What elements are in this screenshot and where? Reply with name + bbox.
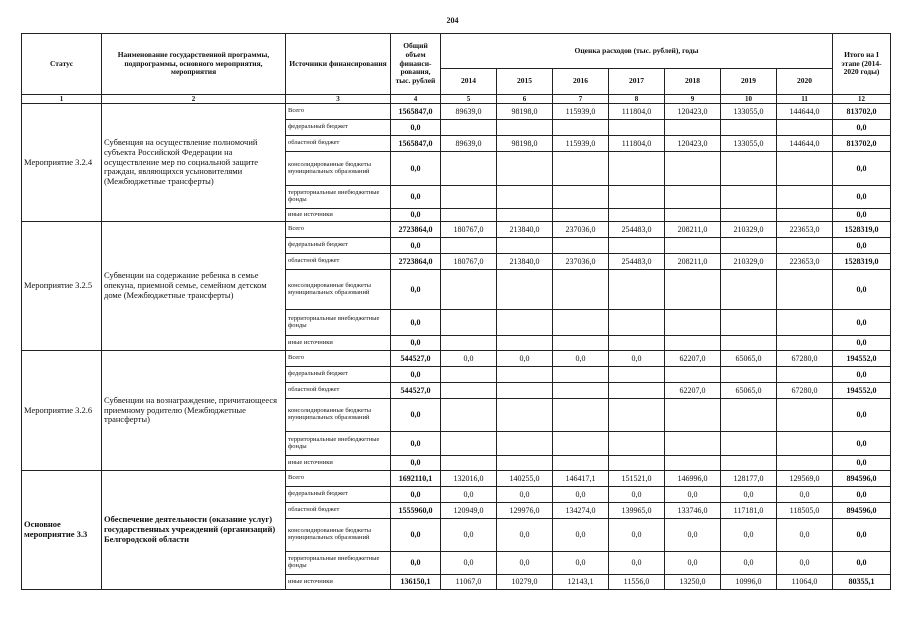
year-value-cell: 0,0 — [609, 351, 665, 367]
year-value-cell — [553, 456, 609, 471]
year-value-cell — [441, 399, 497, 432]
stage-total-cell: 0,0 — [833, 552, 891, 575]
year-value-cell: 67280,0 — [777, 351, 833, 367]
year-value-cell — [609, 383, 665, 399]
header-stage-total: Итого на I этапе (2014-2020 годы) — [833, 34, 891, 95]
year-value-cell — [553, 399, 609, 432]
year-value-cell: 210329,0 — [721, 254, 777, 270]
year-value-cell: 10996,0 — [721, 575, 777, 590]
year-value-cell: 118505,0 — [777, 503, 833, 519]
year-value-cell — [721, 152, 777, 186]
row-status: Мероприятие 3.2.4 — [22, 104, 102, 222]
year-value-cell — [497, 456, 553, 471]
year-value-cell: 120423,0 — [665, 104, 721, 120]
funding-source: консолидированные бюджеты муниципальных образований — [286, 399, 391, 432]
year-value-cell: 223653,0 — [777, 254, 833, 270]
year-value-cell: 213840,0 — [497, 222, 553, 238]
year-value-cell — [777, 270, 833, 310]
stage-total-cell: 894596,0 — [833, 471, 891, 487]
year-value-cell: 0,0 — [777, 552, 833, 575]
year-value-cell — [609, 186, 665, 209]
year-value-cell: 0,0 — [553, 351, 609, 367]
total-volume-cell: 136150,1 — [391, 575, 441, 590]
year-value-cell — [553, 209, 609, 222]
year-value-cell: 0,0 — [665, 519, 721, 552]
funding-source: федеральный бюджет — [286, 487, 391, 503]
column-index: 7 — [553, 95, 609, 104]
year-value-cell: 120423,0 — [665, 136, 721, 152]
year-value-cell — [721, 120, 777, 136]
year-value-cell — [441, 270, 497, 310]
table-row — [22, 471, 891, 487]
table-row — [22, 351, 891, 367]
year-value-cell — [609, 367, 665, 383]
total-volume-cell: 0,0 — [391, 270, 441, 310]
year-value-cell — [553, 383, 609, 399]
year-value-cell: 134274,0 — [553, 503, 609, 519]
year-value-cell: 133055,0 — [721, 104, 777, 120]
row-program-name: Обеспечение деятельности (оказание услуг) государственных учреждений (организаций) Белгородской области — [102, 471, 286, 590]
funding-source: территориальные внебюджетные фонды — [286, 186, 391, 209]
column-index: 10 — [721, 95, 777, 104]
year-value-cell: 98198,0 — [497, 104, 553, 120]
year-value-cell: 128177,0 — [721, 471, 777, 487]
year-value-cell: 115939,0 — [553, 104, 609, 120]
total-volume-cell: 0,0 — [391, 399, 441, 432]
year-value-cell: 0,0 — [441, 351, 497, 367]
year-value-cell — [665, 456, 721, 471]
stage-total-cell: 194552,0 — [833, 383, 891, 399]
year-value-cell: 11067,0 — [441, 575, 497, 590]
funding-source: Всего — [286, 471, 391, 487]
year-value-cell — [497, 336, 553, 351]
column-index: 3 — [286, 95, 391, 104]
year-value-cell — [721, 432, 777, 456]
funding-source: областной бюджет — [286, 254, 391, 270]
year-value-cell: 0,0 — [553, 519, 609, 552]
year-value-cell: 89639,0 — [441, 104, 497, 120]
year-value-cell — [441, 432, 497, 456]
year-value-cell: 0,0 — [497, 552, 553, 575]
row-status: Основное мероприятие 3.3 — [22, 471, 102, 590]
year-value-cell — [497, 186, 553, 209]
header-estimate: Оценка расходов (тыс. рублей), годы — [441, 34, 833, 69]
year-value-cell — [553, 186, 609, 209]
year-value-cell — [497, 270, 553, 310]
year-value-cell: 0,0 — [497, 519, 553, 552]
year-value-cell: 0,0 — [665, 487, 721, 503]
year-value-cell: 237036,0 — [553, 254, 609, 270]
stage-total-cell: 194552,0 — [833, 351, 891, 367]
year-value-cell — [553, 152, 609, 186]
year-value-cell — [441, 152, 497, 186]
column-index: 9 — [665, 95, 721, 104]
year-value-cell — [441, 336, 497, 351]
year-value-cell — [441, 456, 497, 471]
header-year: 2015 — [497, 69, 553, 95]
total-volume-cell: 0,0 — [391, 432, 441, 456]
year-value-cell: 67280,0 — [777, 383, 833, 399]
header-year: 2014 — [441, 69, 497, 95]
year-value-cell: 144644,0 — [777, 136, 833, 152]
year-value-cell: 98198,0 — [497, 136, 553, 152]
year-value-cell — [777, 310, 833, 336]
year-value-cell: 111804,0 — [609, 136, 665, 152]
year-value-cell — [441, 209, 497, 222]
stage-total-cell: 894596,0 — [833, 503, 891, 519]
stage-total-cell: 813702,0 — [833, 136, 891, 152]
table-row — [22, 222, 891, 238]
year-value-cell: 129976,0 — [497, 503, 553, 519]
budget-table — [21, 33, 891, 590]
year-value-cell — [441, 120, 497, 136]
column-index: 8 — [609, 95, 665, 104]
year-value-cell: 254483,0 — [609, 254, 665, 270]
column-index: 5 — [441, 95, 497, 104]
funding-source: федеральный бюджет — [286, 238, 391, 254]
year-value-cell — [609, 456, 665, 471]
funding-source: иные источники — [286, 209, 391, 222]
stage-total-cell: 0,0 — [833, 487, 891, 503]
stage-total-cell: 0,0 — [833, 186, 891, 209]
year-value-cell — [665, 310, 721, 336]
stage-total-cell: 1528319,0 — [833, 254, 891, 270]
row-program-name: Субвенции на вознаграждение, причитающееся приемному родителю (Межбюджетные трансферты) — [102, 351, 286, 471]
year-value-cell — [665, 152, 721, 186]
year-value-cell — [777, 456, 833, 471]
year-value-cell — [721, 310, 777, 336]
year-value-cell: 0,0 — [609, 552, 665, 575]
header-year: 2020 — [777, 69, 833, 95]
year-value-cell: 140255,0 — [497, 471, 553, 487]
year-value-cell — [721, 238, 777, 254]
stage-total-cell: 0,0 — [833, 152, 891, 186]
stage-total-cell: 0,0 — [833, 519, 891, 552]
year-value-cell — [777, 152, 833, 186]
year-value-cell: 151521,0 — [609, 471, 665, 487]
year-value-cell — [497, 367, 553, 383]
year-value-cell: 208211,0 — [665, 254, 721, 270]
year-value-cell — [721, 399, 777, 432]
year-value-cell: 0,0 — [553, 487, 609, 503]
stage-total-cell: 0,0 — [833, 456, 891, 471]
stage-total-cell: 0,0 — [833, 367, 891, 383]
funding-source: консолидированные бюджеты муниципальных образований — [286, 270, 391, 310]
header-year: 2017 — [609, 69, 665, 95]
year-value-cell: 111804,0 — [609, 104, 665, 120]
year-value-cell: 223653,0 — [777, 222, 833, 238]
year-value-cell — [497, 399, 553, 432]
year-value-cell — [665, 186, 721, 209]
funding-source: областной бюджет — [286, 383, 391, 399]
funding-source: Всего — [286, 351, 391, 367]
year-value-cell: 11556,0 — [609, 575, 665, 590]
year-value-cell — [721, 336, 777, 351]
year-value-cell — [665, 209, 721, 222]
year-value-cell: 62207,0 — [665, 383, 721, 399]
year-value-cell: 120949,0 — [441, 503, 497, 519]
total-volume-cell: 0,0 — [391, 367, 441, 383]
year-value-cell: 0,0 — [777, 519, 833, 552]
row-status: Мероприятие 3.2.6 — [22, 351, 102, 471]
stage-total-cell: 0,0 — [833, 432, 891, 456]
year-value-cell — [777, 120, 833, 136]
total-volume-cell: 2723864,0 — [391, 222, 441, 238]
year-value-cell — [497, 238, 553, 254]
funding-source: Всего — [286, 104, 391, 120]
year-value-cell — [665, 238, 721, 254]
stage-total-cell: 0,0 — [833, 270, 891, 310]
funding-source: территориальные внебюджетные фонды — [286, 432, 391, 456]
stage-total-cell: 813702,0 — [833, 104, 891, 120]
year-value-cell — [609, 209, 665, 222]
year-value-cell: 0,0 — [721, 519, 777, 552]
total-volume-cell: 0,0 — [391, 238, 441, 254]
funding-source: федеральный бюджет — [286, 120, 391, 136]
year-value-cell — [609, 336, 665, 351]
year-value-cell — [441, 367, 497, 383]
total-volume-cell: 0,0 — [391, 310, 441, 336]
stage-total-cell: 0,0 — [833, 399, 891, 432]
year-value-cell: 133055,0 — [721, 136, 777, 152]
year-value-cell: 0,0 — [721, 552, 777, 575]
column-index: 11 — [777, 95, 833, 104]
total-volume-cell: 544527,0 — [391, 383, 441, 399]
funding-source: областной бюджет — [286, 136, 391, 152]
year-value-cell: 210329,0 — [721, 222, 777, 238]
page-number: 204 — [446, 16, 459, 25]
year-value-cell — [497, 209, 553, 222]
year-value-cell: 139965,0 — [609, 503, 665, 519]
column-index: 2 — [102, 95, 286, 104]
row-program-name: Субвенции на содержание ребенка в семье опекуна, приемной семье, семейном детском доме (Межбюджетные трансферты) — [102, 222, 286, 351]
year-value-cell: 0,0 — [497, 351, 553, 367]
stage-total-cell: 1528319,0 — [833, 222, 891, 238]
year-value-cell — [777, 186, 833, 209]
year-value-cell — [665, 367, 721, 383]
year-value-cell: 13250,0 — [665, 575, 721, 590]
year-value-cell — [665, 432, 721, 456]
year-value-cell — [721, 270, 777, 310]
total-volume-cell: 0,0 — [391, 120, 441, 136]
year-value-cell: 12143,1 — [553, 575, 609, 590]
year-value-cell — [777, 209, 833, 222]
total-volume-cell: 0,0 — [391, 519, 441, 552]
year-value-cell — [665, 120, 721, 136]
year-value-cell: 0,0 — [609, 519, 665, 552]
year-value-cell — [553, 120, 609, 136]
year-value-cell — [497, 152, 553, 186]
year-value-cell — [553, 367, 609, 383]
year-value-cell — [721, 367, 777, 383]
year-value-cell — [553, 336, 609, 351]
column-index: 1 — [22, 95, 102, 104]
header-status: Статус — [22, 34, 102, 95]
funding-source: Всего — [286, 222, 391, 238]
year-value-cell: 208211,0 — [665, 222, 721, 238]
year-value-cell: 0,0 — [665, 552, 721, 575]
total-volume-cell: 0,0 — [391, 209, 441, 222]
year-value-cell: 62207,0 — [665, 351, 721, 367]
year-value-cell — [609, 238, 665, 254]
column-index: 6 — [497, 95, 553, 104]
year-value-cell — [665, 399, 721, 432]
year-value-cell — [777, 238, 833, 254]
year-value-cell: 0,0 — [441, 552, 497, 575]
year-value-cell: 237036,0 — [553, 222, 609, 238]
total-volume-cell: 544527,0 — [391, 351, 441, 367]
year-value-cell — [777, 432, 833, 456]
row-program-name: Субвенция на осуществление полномочий субъекта Российской Федерации на осуществление мер по социальной защите граждан, являющихся усыновителями (Межбюджетные трансферты) — [102, 104, 286, 222]
total-volume-cell: 2723864,0 — [391, 254, 441, 270]
year-value-cell — [553, 238, 609, 254]
year-value-cell: 213840,0 — [497, 254, 553, 270]
year-value-cell — [497, 383, 553, 399]
year-value-cell — [441, 238, 497, 254]
year-value-cell: 0,0 — [777, 487, 833, 503]
year-value-cell — [609, 120, 665, 136]
funding-source: территориальные внебюджетные фонды — [286, 310, 391, 336]
year-value-cell: 65065,0 — [721, 351, 777, 367]
year-value-cell: 0,0 — [553, 552, 609, 575]
header-total-volume: Общий объем финанси-рования, тыс. рублей — [391, 34, 441, 95]
year-value-cell — [441, 383, 497, 399]
year-value-cell — [609, 152, 665, 186]
total-volume-cell: 0,0 — [391, 456, 441, 471]
total-volume-cell: 0,0 — [391, 186, 441, 209]
stage-total-cell: 0,0 — [833, 120, 891, 136]
year-value-cell: 180767,0 — [441, 254, 497, 270]
funding-source: федеральный бюджет — [286, 367, 391, 383]
year-value-cell: 180767,0 — [441, 222, 497, 238]
year-value-cell: 11064,0 — [777, 575, 833, 590]
year-value-cell — [441, 186, 497, 209]
funding-source: иные источники — [286, 456, 391, 471]
total-volume-cell: 1565847,0 — [391, 104, 441, 120]
year-value-cell — [553, 310, 609, 336]
year-value-cell — [441, 310, 497, 336]
header-year: 2019 — [721, 69, 777, 95]
year-value-cell — [777, 399, 833, 432]
header-year: 2018 — [665, 69, 721, 95]
year-value-cell — [497, 120, 553, 136]
funding-source: консолидированные бюджеты муниципальных образований — [286, 519, 391, 552]
year-value-cell: 117181,0 — [721, 503, 777, 519]
year-value-cell — [553, 270, 609, 310]
funding-source: иные источники — [286, 575, 391, 590]
year-value-cell — [777, 336, 833, 351]
year-value-cell: 0,0 — [609, 487, 665, 503]
year-value-cell — [721, 186, 777, 209]
table-body — [22, 104, 891, 590]
column-index-row — [22, 95, 891, 104]
column-index: 4 — [391, 95, 441, 104]
column-index: 12 — [833, 95, 891, 104]
total-volume-cell: 0,0 — [391, 152, 441, 186]
year-value-cell: 132016,0 — [441, 471, 497, 487]
year-value-cell: 0,0 — [721, 487, 777, 503]
stage-total-cell: 0,0 — [833, 238, 891, 254]
year-value-cell — [609, 399, 665, 432]
total-volume-cell: 1565847,0 — [391, 136, 441, 152]
year-value-cell — [721, 456, 777, 471]
year-value-cell — [609, 432, 665, 456]
header-source: Источники финансирования — [286, 34, 391, 95]
year-value-cell: 254483,0 — [609, 222, 665, 238]
year-value-cell: 115939,0 — [553, 136, 609, 152]
year-value-cell: 0,0 — [441, 519, 497, 552]
year-value-cell: 146417,1 — [553, 471, 609, 487]
stage-total-cell: 0,0 — [833, 336, 891, 351]
funding-source: территориальные внебюджетные фонды — [286, 552, 391, 575]
year-value-cell — [609, 310, 665, 336]
year-value-cell — [553, 432, 609, 456]
total-volume-cell: 0,0 — [391, 552, 441, 575]
year-value-cell: 65065,0 — [721, 383, 777, 399]
year-value-cell: 146996,0 — [665, 471, 721, 487]
year-value-cell — [665, 270, 721, 310]
year-value-cell: 133746,0 — [665, 503, 721, 519]
year-value-cell: 144644,0 — [777, 104, 833, 120]
year-value-cell — [497, 432, 553, 456]
funding-source: областной бюджет — [286, 503, 391, 519]
year-value-cell — [721, 209, 777, 222]
year-value-cell: 129569,0 — [777, 471, 833, 487]
year-value-cell: 10279,0 — [497, 575, 553, 590]
total-volume-cell: 1692110,1 — [391, 471, 441, 487]
year-value-cell: 0,0 — [441, 487, 497, 503]
year-value-cell: 0,0 — [497, 487, 553, 503]
stage-total-cell: 80355,1 — [833, 575, 891, 590]
year-value-cell — [777, 367, 833, 383]
header-name: Наименование государственной программы, подпрограммы, основного мероприятия, мероприятия — [102, 34, 286, 95]
funding-source: консолидированные бюджеты муниципальных образований — [286, 152, 391, 186]
year-value-cell — [497, 310, 553, 336]
header-year: 2016 — [553, 69, 609, 95]
total-volume-cell: 0,0 — [391, 487, 441, 503]
table-row — [22, 104, 891, 120]
row-status: Мероприятие 3.2.5 — [22, 222, 102, 351]
total-volume-cell: 1555960,0 — [391, 503, 441, 519]
stage-total-cell: 0,0 — [833, 209, 891, 222]
funding-source: иные источники — [286, 336, 391, 351]
year-value-cell — [665, 336, 721, 351]
stage-total-cell: 0,0 — [833, 310, 891, 336]
year-value-cell — [609, 270, 665, 310]
year-value-cell: 89639,0 — [441, 136, 497, 152]
total-volume-cell: 0,0 — [391, 336, 441, 351]
